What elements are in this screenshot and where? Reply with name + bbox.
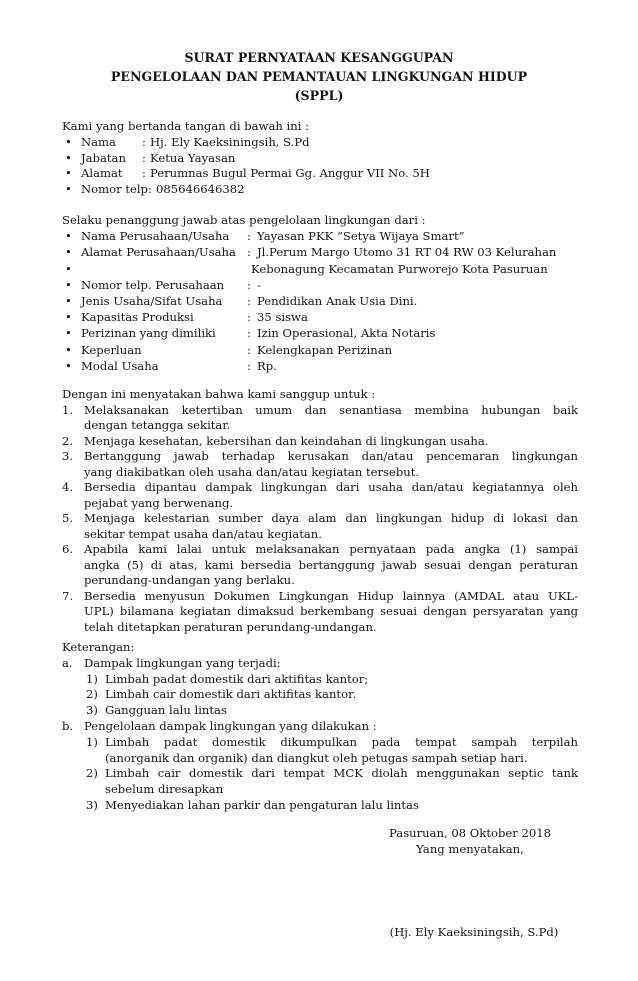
- signer-intro: Kami yang bertanda tangan di bawah ini :: [62, 119, 310, 133]
- field-value: Yayasan PKK “Setya Wijaya Smart”: [257, 229, 465, 244]
- bullet-marker: •: [65, 342, 72, 357]
- place-date: Pasuruan, 08 Oktober 2018: [389, 826, 551, 840]
- note-group-marker: a.: [62, 655, 73, 670]
- bullet-marker: •: [65, 166, 72, 181]
- field-separator: :: [247, 342, 251, 357]
- note-item-marker: 3): [86, 703, 98, 718]
- commitment-item: [62, 511, 578, 542]
- bullet-marker: •: [65, 310, 72, 325]
- bullet-marker: •: [65, 134, 72, 149]
- closing-statement: Yang menyatakan,: [416, 842, 524, 856]
- bullet-marker: •: [65, 277, 72, 292]
- note-item-line: Limbah cair domestik dari tempat MCK diolah menggunakan septic tank: [105, 766, 578, 781]
- signer-field-row: [62, 151, 578, 167]
- business-field-row: [62, 244, 578, 260]
- item-text-line: Bersedia menyusun Dokumen Lingkungan Hidup lainnya (AMDAL atau UKL-: [84, 588, 578, 603]
- bullet-marker: •: [65, 245, 72, 260]
- field-separator: :: [142, 150, 146, 165]
- title-line-3: (SPPL): [294, 88, 344, 103]
- item-text-line: dengan tetangga sekitar.: [84, 418, 231, 432]
- commitments-section: [62, 387, 578, 635]
- item-text-line: Menjaga kelestarian sumber daya alam dan lingkungan hidup di lokasi dan: [84, 511, 578, 525]
- note-group-marker: b.: [62, 718, 74, 733]
- business-intro: Selaku penanggung jawab atas pengelolaan lingkungan dari :: [62, 213, 426, 227]
- item-text-line: Melaksanakan ketertiban umum dan senantiasa membina hubungan baik: [84, 402, 578, 417]
- signer-section: [62, 119, 578, 198]
- note-group-title: Dampak lingkungan yang terjadi:: [84, 655, 281, 670]
- field-value: Hj. Ely Kaeksiningsih, S.Pd: [150, 134, 310, 149]
- item-text-line: Bersedia dipantau dampak lingkungan dari usaha dan/atau kegiatannya oleh: [84, 480, 578, 494]
- field-value: Perumnas Bugul Permai Gg. Anggur VII No. 5H: [150, 166, 430, 181]
- commitment-item: [62, 480, 578, 511]
- field-label: Alamat Perusahaan/Usaha: [81, 245, 236, 260]
- bullet-marker: •: [65, 229, 72, 244]
- note-item-line: Limbah padat domestik dikumpulkan pada tempat sampah terpilah: [105, 734, 578, 749]
- item-number: 4.: [62, 480, 74, 494]
- title-line-1: SURAT PERNYATAAN KESANGGUPAN: [184, 50, 454, 65]
- commitment-item: [62, 403, 578, 434]
- business-field-row: [62, 277, 578, 293]
- note-item: [84, 672, 578, 688]
- note-item: [84, 687, 578, 703]
- field-value: Jl.Perum Margo Utomo 31 RT 04 RW 03 Kelurahan: [257, 245, 557, 260]
- field-separator: :: [247, 358, 251, 373]
- note-item-marker: 2): [86, 766, 98, 781]
- bullet-marker: •: [65, 326, 72, 341]
- field-value: Rp.: [257, 358, 277, 373]
- item-text-line: Bertanggung jawab terhadap kerusakan dan/atau pencemaran lingkungan: [84, 449, 578, 463]
- commitment-item: [62, 449, 578, 480]
- note-item-marker: 3): [86, 797, 98, 812]
- note-item-line: Gangguan lalu lintas: [105, 703, 227, 718]
- note-item-line: (anorganik dan organik) dan diangkut oleh petugas sampah setiap hari.: [105, 750, 528, 765]
- note-item: [84, 766, 578, 798]
- commitments-intro: Dengan ini menyatakan bahwa kami sanggup untuk :: [62, 387, 376, 401]
- field-value: Ketua Yayasan: [150, 150, 236, 165]
- field-value: Pendidikan Anak Usia Dini.: [257, 294, 418, 309]
- business-field-row: [62, 309, 578, 325]
- bullet-marker: •: [65, 358, 72, 373]
- business-field-row: [62, 325, 578, 341]
- field-value: 35 siswa: [257, 310, 308, 325]
- commitment-item: [62, 542, 578, 589]
- note-item-line: sebelum diresapkan: [105, 782, 224, 797]
- item-text-line: yang diakibatkan oleh usaha dan/atau kegiatan tersebut.: [84, 464, 420, 479]
- note-group: [62, 719, 578, 814]
- business-field-row: [62, 358, 578, 374]
- bullet-marker: •: [65, 182, 72, 197]
- note-item: [84, 703, 578, 719]
- item-number: 5.: [62, 511, 74, 525]
- item-text-line: angka (5) di atas, kami bersedia bertanggung jawab sesuai dengan peraturan: [84, 557, 578, 572]
- field-separator: :: [247, 229, 251, 244]
- field-separator: :: [247, 294, 251, 309]
- field-value: Izin Operasional, Akta Notaris: [257, 326, 436, 341]
- field-label: Nama: [81, 134, 116, 149]
- item-text-line: UPL) bilamana kegiatan dimaksud berkembang sesuai dengan persyaratan yang: [84, 604, 578, 618]
- bullet-marker: •: [65, 261, 72, 276]
- title-line-2: PENGELOLAAN DAN PEMANTAUAN LINGKUNGAN HIDUP: [110, 69, 528, 84]
- field-separator: :: [247, 326, 251, 341]
- signer-field-row: [62, 182, 578, 198]
- signer-field-row: [62, 166, 578, 182]
- field-label: Jenis Usaha/Sifat Usaha: [81, 294, 223, 309]
- business-field-row-continuation: [62, 261, 578, 277]
- business-field-row: [62, 228, 578, 244]
- field-separator: :: [147, 182, 152, 197]
- business-field-row: [62, 293, 578, 309]
- note-group-title: Pengelolaan dampak lingkungan yang dilakukan :: [84, 718, 377, 733]
- field-label: Nomor telp. Perusahaan: [81, 277, 225, 292]
- commitment-item: [62, 589, 578, 636]
- field-value: Kelengkapan Perizinan: [257, 342, 393, 357]
- note-item-marker: 1): [86, 734, 98, 749]
- bullet-marker: •: [65, 294, 72, 309]
- field-value: Kebonagung Kecamatan Purworejo Kota Pasuruan: [251, 261, 548, 276]
- closing-block: [380, 825, 560, 857]
- item-text-line: telah ditetapkan peraturan perundang-undangan.: [84, 619, 377, 634]
- signatory-name: (Hj. Ely Kaeksiningsih, S.Pd): [389, 925, 559, 939]
- notes-section: [62, 640, 578, 814]
- item-number: 1.: [62, 402, 74, 417]
- field-label: Nomor telp: [81, 182, 148, 197]
- item-text-line: perundang-undangan yang berlaku.: [84, 573, 295, 587]
- field-label: Kapasitas Produksi: [81, 310, 194, 325]
- note-item-marker: 2): [86, 687, 98, 702]
- item-text-line: Menjaga kesehatan, kebersihan dan keindahan di lingkungan usaha.: [84, 433, 489, 448]
- field-label: Modal Usaha: [81, 358, 159, 373]
- bullet-marker: •: [65, 150, 72, 165]
- commitment-item: [62, 434, 578, 450]
- item-text-line: sekitar tempat usaha dan/atau kegiatan.: [84, 526, 322, 541]
- field-separator: :: [247, 310, 251, 325]
- item-text-line: pejabat yang berwenang.: [84, 495, 234, 510]
- field-separator: :: [247, 245, 251, 260]
- note-item: [84, 735, 578, 767]
- item-number: 7.: [62, 588, 74, 603]
- notes-heading: Keterangan:: [62, 640, 135, 654]
- business-field-row: [62, 342, 578, 358]
- field-value: -: [257, 277, 261, 292]
- item-text-line: Apabila kami lalai untuk melaksanakan pernyataan pada angka (1) sampai: [84, 542, 578, 556]
- signer-field-row: [62, 135, 578, 151]
- note-group: [62, 656, 578, 719]
- business-section: [62, 212, 578, 374]
- field-value: 085646646382: [155, 182, 245, 197]
- note-item-marker: 1): [86, 671, 98, 686]
- field-separator: :: [142, 166, 146, 181]
- item-number: 2.: [62, 433, 74, 448]
- item-number: 3.: [62, 449, 74, 463]
- field-label: Perizinan yang dimiliki: [81, 326, 216, 341]
- field-separator: :: [142, 134, 146, 149]
- field-label: Nama Perusahaan/Usaha: [81, 229, 230, 244]
- field-separator: :: [247, 277, 251, 292]
- document-title: [0, 48, 638, 105]
- field-label: Keperluan: [81, 342, 142, 357]
- note-item: [84, 798, 578, 814]
- signature-block: [374, 924, 574, 940]
- field-label: Jabatan: [81, 150, 126, 165]
- note-item-line: Limbah cair domestik dari aktifitas kantor.: [105, 687, 357, 702]
- note-item-line: Limbah padat domestik dari aktifitas kantor;: [105, 671, 369, 686]
- item-number: 6.: [62, 542, 74, 556]
- note-item-line: Menyediakan lahan parkir dan pengaturan lalu lintas: [105, 797, 419, 812]
- field-label: Alamat: [81, 166, 123, 181]
